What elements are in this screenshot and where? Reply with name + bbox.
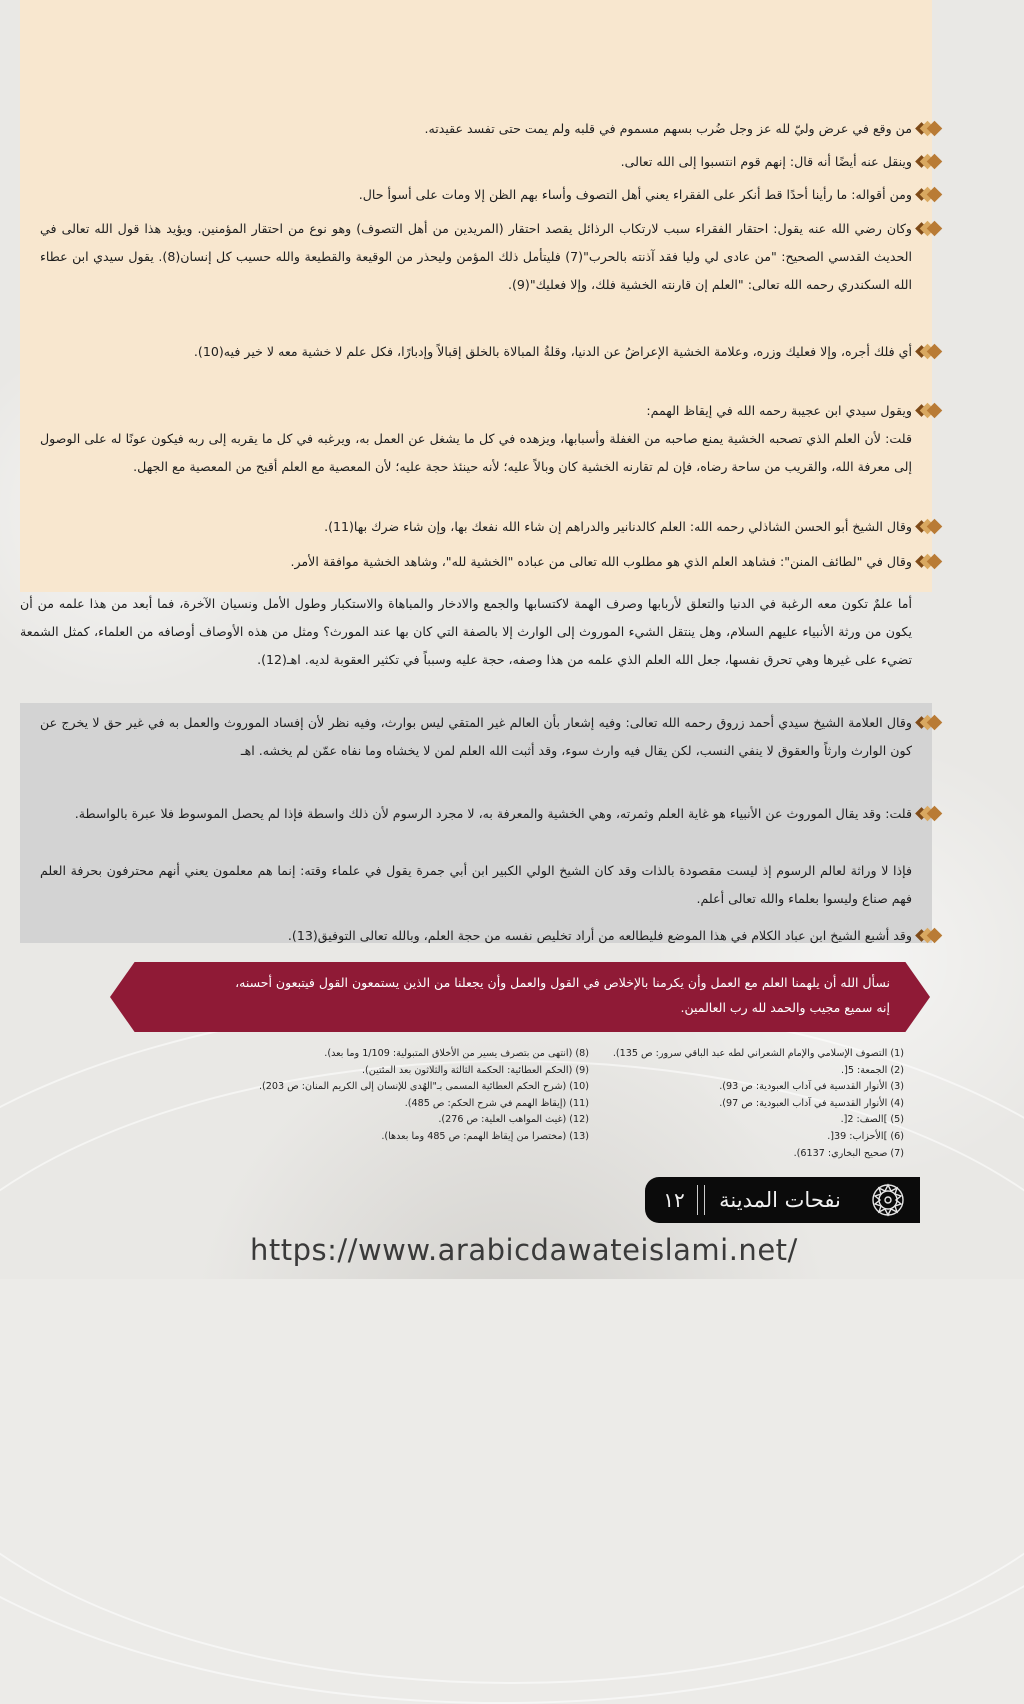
bullet-paragraph — [40, 800, 942, 828]
magazine-title: نفحات المدينة — [719, 1188, 841, 1212]
paragraph-text: ويقول سيدي ابن عجيبة رحمه الله في إيقاظ الهمم: — [646, 403, 912, 418]
footnote: (5) ]الصف: 2[. — [840, 1114, 904, 1126]
paragraph-text: وقال الشيخ أبو الحسن الشاذلي رحمه الله: العلم كالدنانير والدراهم إن شاء الله نفعك بها، وإن شاء ضرك بها(11). — [324, 519, 912, 534]
diamond-bullet-icon — [916, 404, 942, 418]
diamond-bullet-icon — [916, 929, 942, 943]
diamond-bullet-icon — [916, 188, 942, 202]
paragraph-text: ومن أقواله: ما رأينا أحدًا قط أنكر على الفقراء يعني أهل التصوف وأساء بهم الظن إلا ومات على أسوأ حال. — [358, 187, 912, 202]
prayer-line: إنه سميع مجيب والحمد لله رب العالمين. — [680, 1000, 890, 1015]
paragraph-text: من وقع في عرض وليّ لله عز وجل ضُرب بسهم مسموم في قلبه ولم يمت حتى تفسد عقيدته. — [424, 121, 912, 136]
page-number: ١٢ — [663, 1188, 685, 1212]
footnote: (9) (الحكم العطائية: الحكمة الثالثة والثلاثون بعد المئتين). — [361, 1064, 589, 1076]
ornament-logo-icon — [870, 1182, 906, 1218]
bullet-paragraph — [40, 148, 942, 176]
footnote: (8) (انتهى من بتصرف يسير من الأخلاق المتبولية: 1/109 وما بعد). — [324, 1048, 589, 1059]
middle-paragraph: أما علمٌ تكون معه الرغبة في الدنيا والتعلق لأربابها وصرف الهمة لاكتسابها والجمع والادخار والمباهاة والاستكبار وطول الأمل ونسيان الآخرة، فما أبعد من هذا علمه من أن يكون من ورثة الأنبياء عليهم السلام، وهل ينتقل الشيء الموروث إلى الوارث إلا بالصفة التي كان بها عند المورث؟ ومثل من هذه الأوصاف أوصافه من العلماء، كمثل الشمعة تضيء على غيرها وهي تحرق نفسها، جعل الله العلم الذي علمه من هذا وصفه، حجة عليه وسبباً في تكثير العقوبة لديه. اهـ(12). — [20, 596, 912, 667]
bullet-paragraph — [40, 181, 942, 209]
diamond-bullet-icon — [916, 520, 942, 534]
footnote: (7) صحيح البخاري: 6137). — [793, 1147, 904, 1159]
diamond-bullet-icon — [916, 555, 942, 569]
footnote: (2) الجمعة: 5[. — [841, 1064, 904, 1076]
paragraph-text: وقال في "لطائف المنن": فشاهد العلم الذي هو مطلوب الله تعالى من عباده "الخشية لله"، وشاهد الخشية موافقة الأمر. — [290, 554, 912, 569]
footnote: (10) (شرح الحكم العطائية المسمى بـ"الهُدى للإنسان إلى الكريم المنان: ص 203). — [259, 1081, 589, 1093]
paragraph-text: وقال العلامة الشيخ سيدي أحمد زروق رحمه الله تعالى: وفيه إشعار بأن العالم غير المتقي ليس بوارث، وفيه نظر لأن إفساد الموروث والعمل به في غير حق لا يخرج عن كون الوارث وارثاً والعقوق لا ينفي النسب، لكن يقال فيه وارث سوء، وقد أثبت الله العلم لمن لا يخشاه وما نفاه عمّن لم يخشه. اهـ — [40, 715, 912, 758]
bullet-paragraph — [40, 115, 942, 143]
footnote: (4) الأنوار القدسية في آداب العبودية: ص 97). — [719, 1097, 904, 1109]
footnotes-right-column — [574, 1046, 904, 1162]
bullet-paragraph — [40, 548, 942, 576]
paragraph-text: وكان رضي الله عنه يقول: احتقار الفقراء سبب لارتكاب الرذائل يقصد احتقار (المريدين من أهل التصوف) وهو نوع من احتقار المؤمنين. ويؤيد هذا قول الله تعالى في الحديث القدسي الصحيح: "من عادى لي وليا فقد آذنته بالحرب"(7) فليتأمل ذلك المؤمن وليحذر من الوقيعة والقطيعة والله حسيب كل إنسان(8). يقول سيدي ابن عطاء الله السكندري رحمه الله تعالى: "العلم إن قارنته الخشية فلك، وإلا فعليك"(9). — [40, 221, 912, 292]
diamond-bullet-icon — [916, 345, 942, 359]
bullet-paragraph — [40, 397, 942, 425]
closing-prayer-text — [150, 970, 890, 1020]
footnote: (12) (غيث المواهب العلية: ص 276). — [438, 1114, 589, 1126]
paragraph-text: قلت: وقد يقال الموروث عن الأنبياء هو غاية العلم وثمرته، وهي الخشية والمعرفة به، لا مجرد الرسوم لأن ذلك واسطة فإذا لم يحصل الموسوط فلا عبرة بالواسطة. — [74, 806, 912, 821]
footnote: (13) (مختصرا من إيقاظ الهمم: ص 485 وما بعدها). — [381, 1130, 589, 1142]
diamond-bullet-icon — [916, 716, 942, 730]
diamond-bullet-icon — [916, 222, 942, 236]
paragraph-text: وقد أشبع الشيخ ابن عباد الكلام في هذا الموضع فليطالعه من أراد تخليص نفسه من حجة العلم، وبالله تعالى التوفيق(13). — [287, 928, 912, 943]
paragraph-text: أي فلك أجره، وإلا فعليك وزره، وعلامة الخشية الإعراضُ عن الدنيا، وقلةُ المبالاة بالخلق إقبالاً وإدبارًا، فكل علم لا خشية معه لا خير فيه(10). — [193, 344, 912, 359]
footnote: (6) ]الأحزاب: 39[. — [827, 1130, 904, 1142]
grey-paragraph: فإذا لا وراثة لعالم الرسوم إذ ليست مقصودة بالذات وقد كان الشيخ الولي الكبير ابن أبي جمرة يقول في علماء وقته: إنما هم معلمون يعني أنهم محترفون بحرفة العلم فهم صناع وليسوا بعلماء والله تعالى أعلم. — [40, 863, 912, 906]
bullet-paragraph — [40, 338, 942, 366]
qult-paragraph: قلت: لأن العلم الذي تصحبه الخشية يمنع صاحبه من الغفلة وأسبابها، ويزهده في كل ما يشغل عن العمل به، ويرغبه في كل ما يقربه إلى ربه فيكون عونًا له على الوصول إلى معرفة الله، والقريب من ساحة رضاه، فإن لم تقارنه الخشية كان وبالاً عليه؛ لأنه حينئذ حجة عليه؛ لأن المعصية مع العلم أقبح من المعصية مع الجهل. — [40, 431, 912, 474]
bullet-paragraph — [40, 709, 942, 765]
footnote: (11) (إيقاظ الهمم في شرح الحكم: ص 485). — [404, 1097, 589, 1109]
bullet-paragraph — [40, 513, 942, 541]
bullet-paragraph — [40, 215, 942, 299]
footnote: (1) التصوف الإسلامي والإمام الشعراني لطه عبد الباقي سرور: ص 135). — [612, 1048, 904, 1059]
prayer-line: نسأل الله أن يلهمنا العلم مع العمل وأن يكرمنا بالإخلاص في القول والعمل وأن يجعلنا من الذين يستمعون القول فيتبعون أحسنه، — [235, 975, 890, 990]
paragraph-text: وينقل عنه أيضًا أنه قال: إنهم قوم انتسبوا إلى الله تعالى. — [620, 154, 912, 169]
footnotes-left-column — [229, 1046, 589, 1146]
diamond-bullet-icon — [916, 807, 942, 821]
footnote: (3) الأنوار القدسية في آداب العبودية: ص 93). — [719, 1081, 904, 1093]
watermark-url: https://www.arabicdawateislami.net/ — [250, 1233, 798, 1267]
bullet-paragraph — [40, 922, 942, 950]
diamond-bullet-icon — [916, 122, 942, 136]
diamond-bullet-icon — [916, 155, 942, 169]
